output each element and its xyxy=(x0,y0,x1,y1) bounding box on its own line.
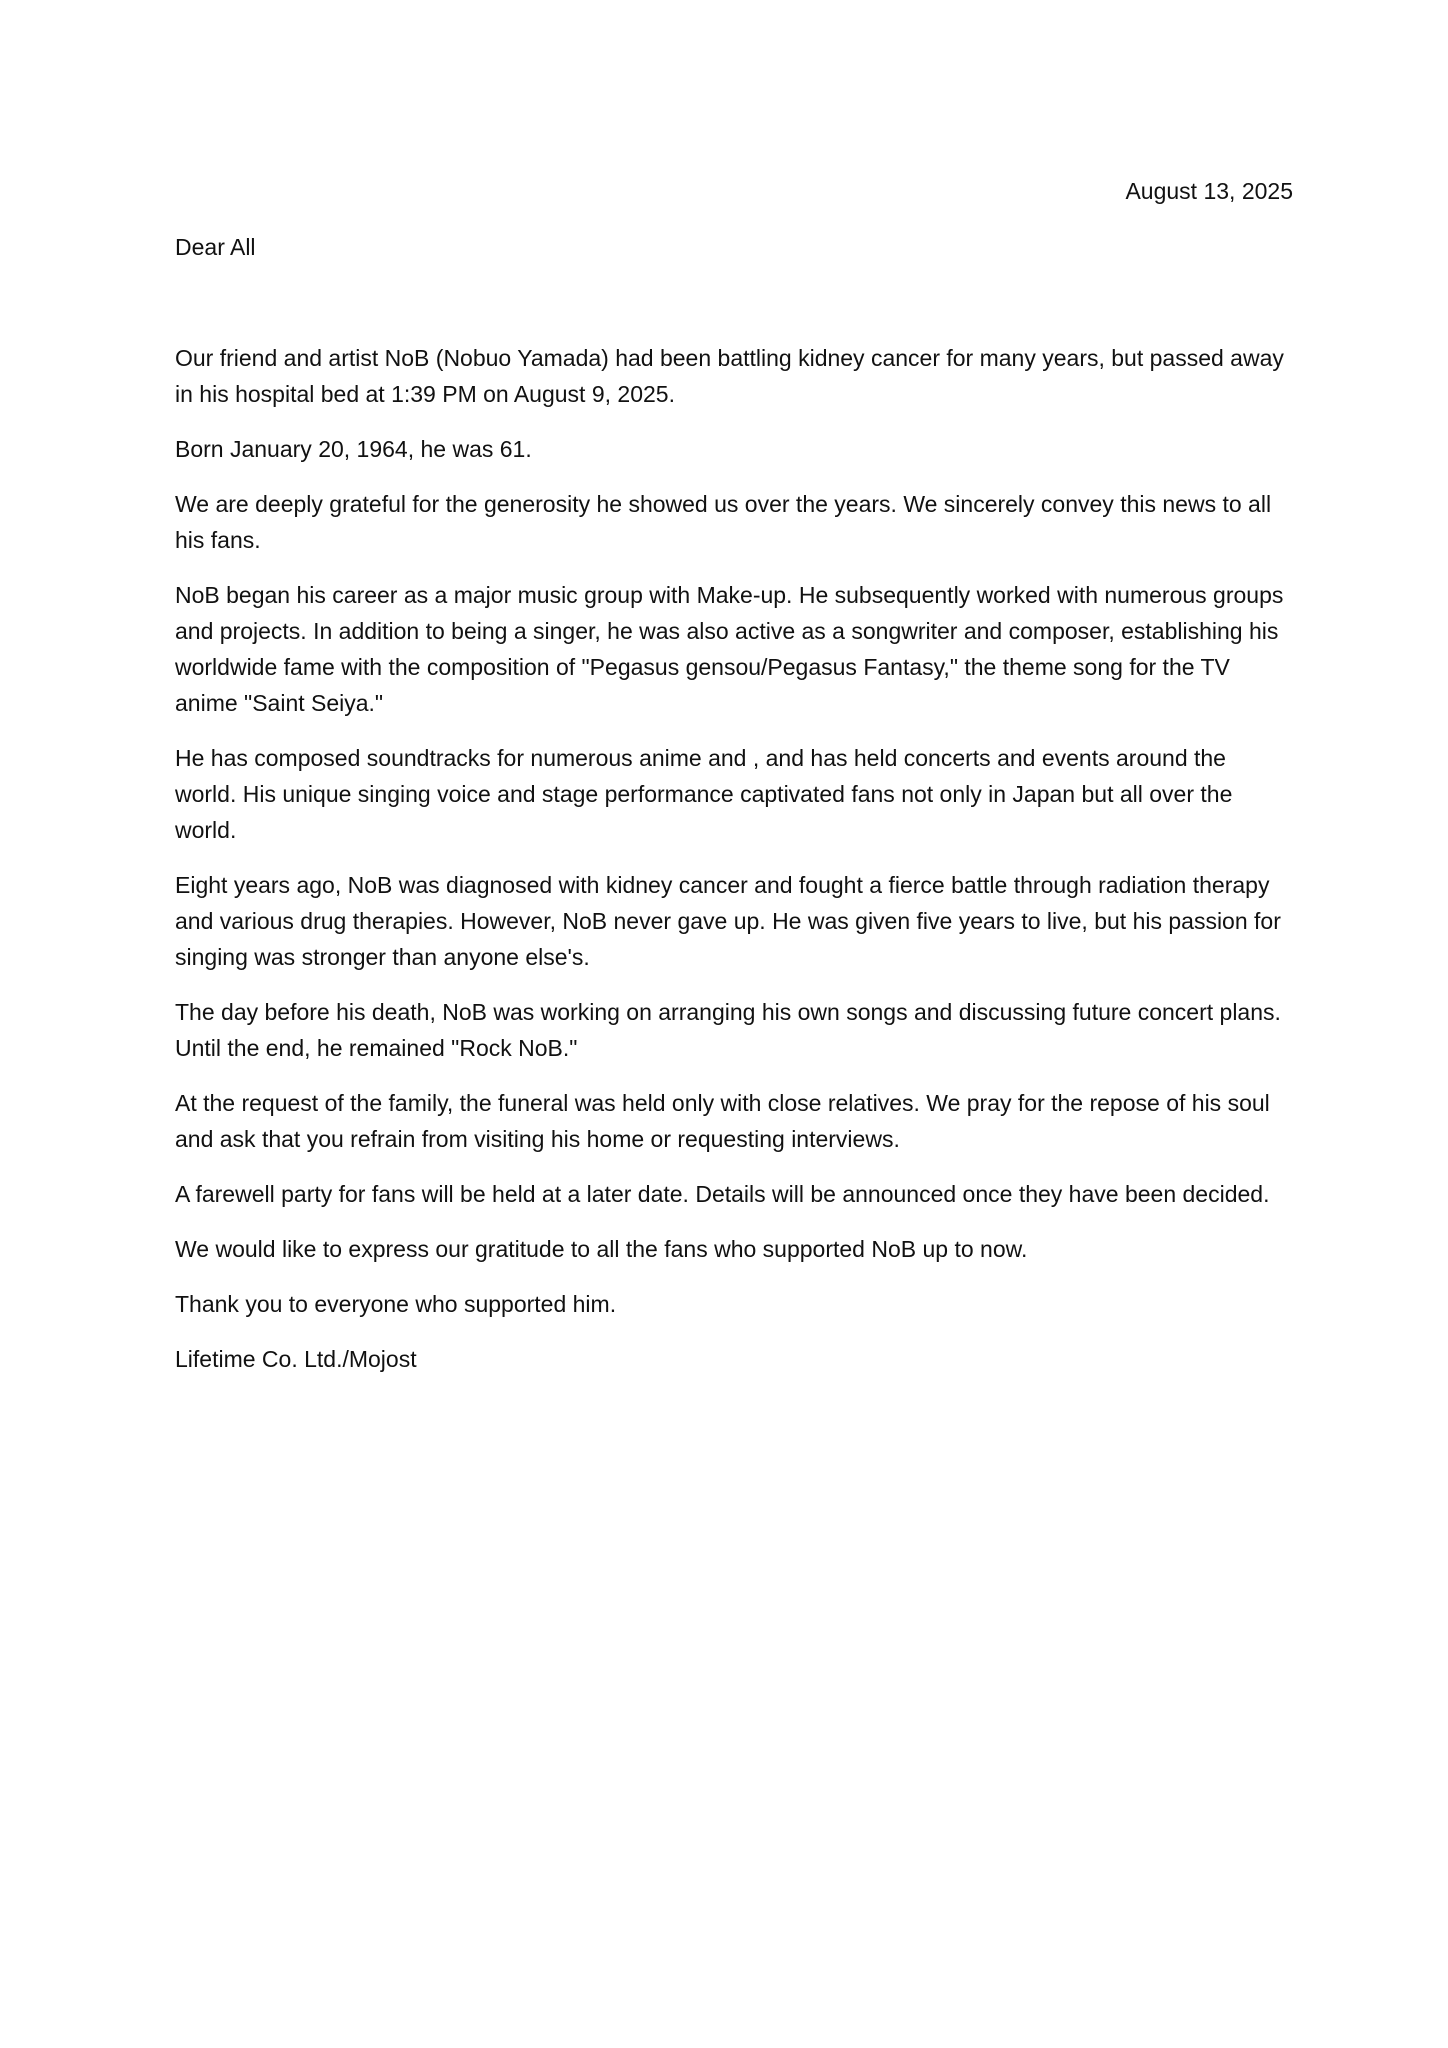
paragraph-farewell-party: A farewell party for fans will be held at a later date. Details will be announced once they have been decided. xyxy=(175,1181,1270,1207)
paragraph-illness: Eight years ago, NoB was diagnosed with kidney cancer and fought a fierce battle through radiation therapy and various drug therapies. However, NoB never gave up. He was given five years to live, but his passion for singing was stronger than anyone else's. xyxy=(175,872,1281,970)
letter-date: August 13, 2025 xyxy=(1125,178,1293,204)
paragraph-funeral: At the request of the family, the funeral was held only with close relatives. We pray for the repose of his soul and ask that you refrain from visiting his home or requesting interviews. xyxy=(175,1090,1270,1152)
paragraph-career: NoB began his career as a major music group with Make-up. He subsequently worked with numerous groups and projects. In addition to being a singer, he was also active as a songwriter and composer, establishing his worldwide fame with the composition of "Pegasus gensou/Pegasus Fantasy," the theme song for the TV anime "Saint Seiya." xyxy=(175,582,1284,716)
salutation: Dear All xyxy=(175,234,256,260)
paragraph-soundtracks: He has composed soundtracks for numerous anime and , and has held concerts and events around the world. His unique singing voice and stage performance captivated fans not only in Japan but all over the world. xyxy=(175,745,1233,843)
signature: Lifetime Co. Ltd./Mojost xyxy=(175,1346,417,1372)
paragraph-thanks-supporters: Thank you to everyone who supported him. xyxy=(175,1291,617,1317)
paragraph-gratitude: We are deeply grateful for the generosity he showed us over the years. We sincerely convey this news to all his fans. xyxy=(175,491,1272,553)
paragraph-passing: Our friend and artist NoB (Nobuo Yamada) had been battling kidney cancer for many years, but passed away in his hospital bed at 1:39 PM on August 9, 2025. xyxy=(175,345,1284,407)
paragraph-thanks-fans: We would like to express our gratitude to all the fans who supported NoB up to now. xyxy=(175,1236,1028,1262)
paragraph-birth: Born January 20, 1964, he was 61. xyxy=(175,436,532,462)
letter-body xyxy=(175,340,1293,1396)
paragraph-final-days: The day before his death, NoB was working on arranging his own songs and discussing future concert plans. Until the end, he remained "Rock NoB." xyxy=(175,999,1281,1061)
